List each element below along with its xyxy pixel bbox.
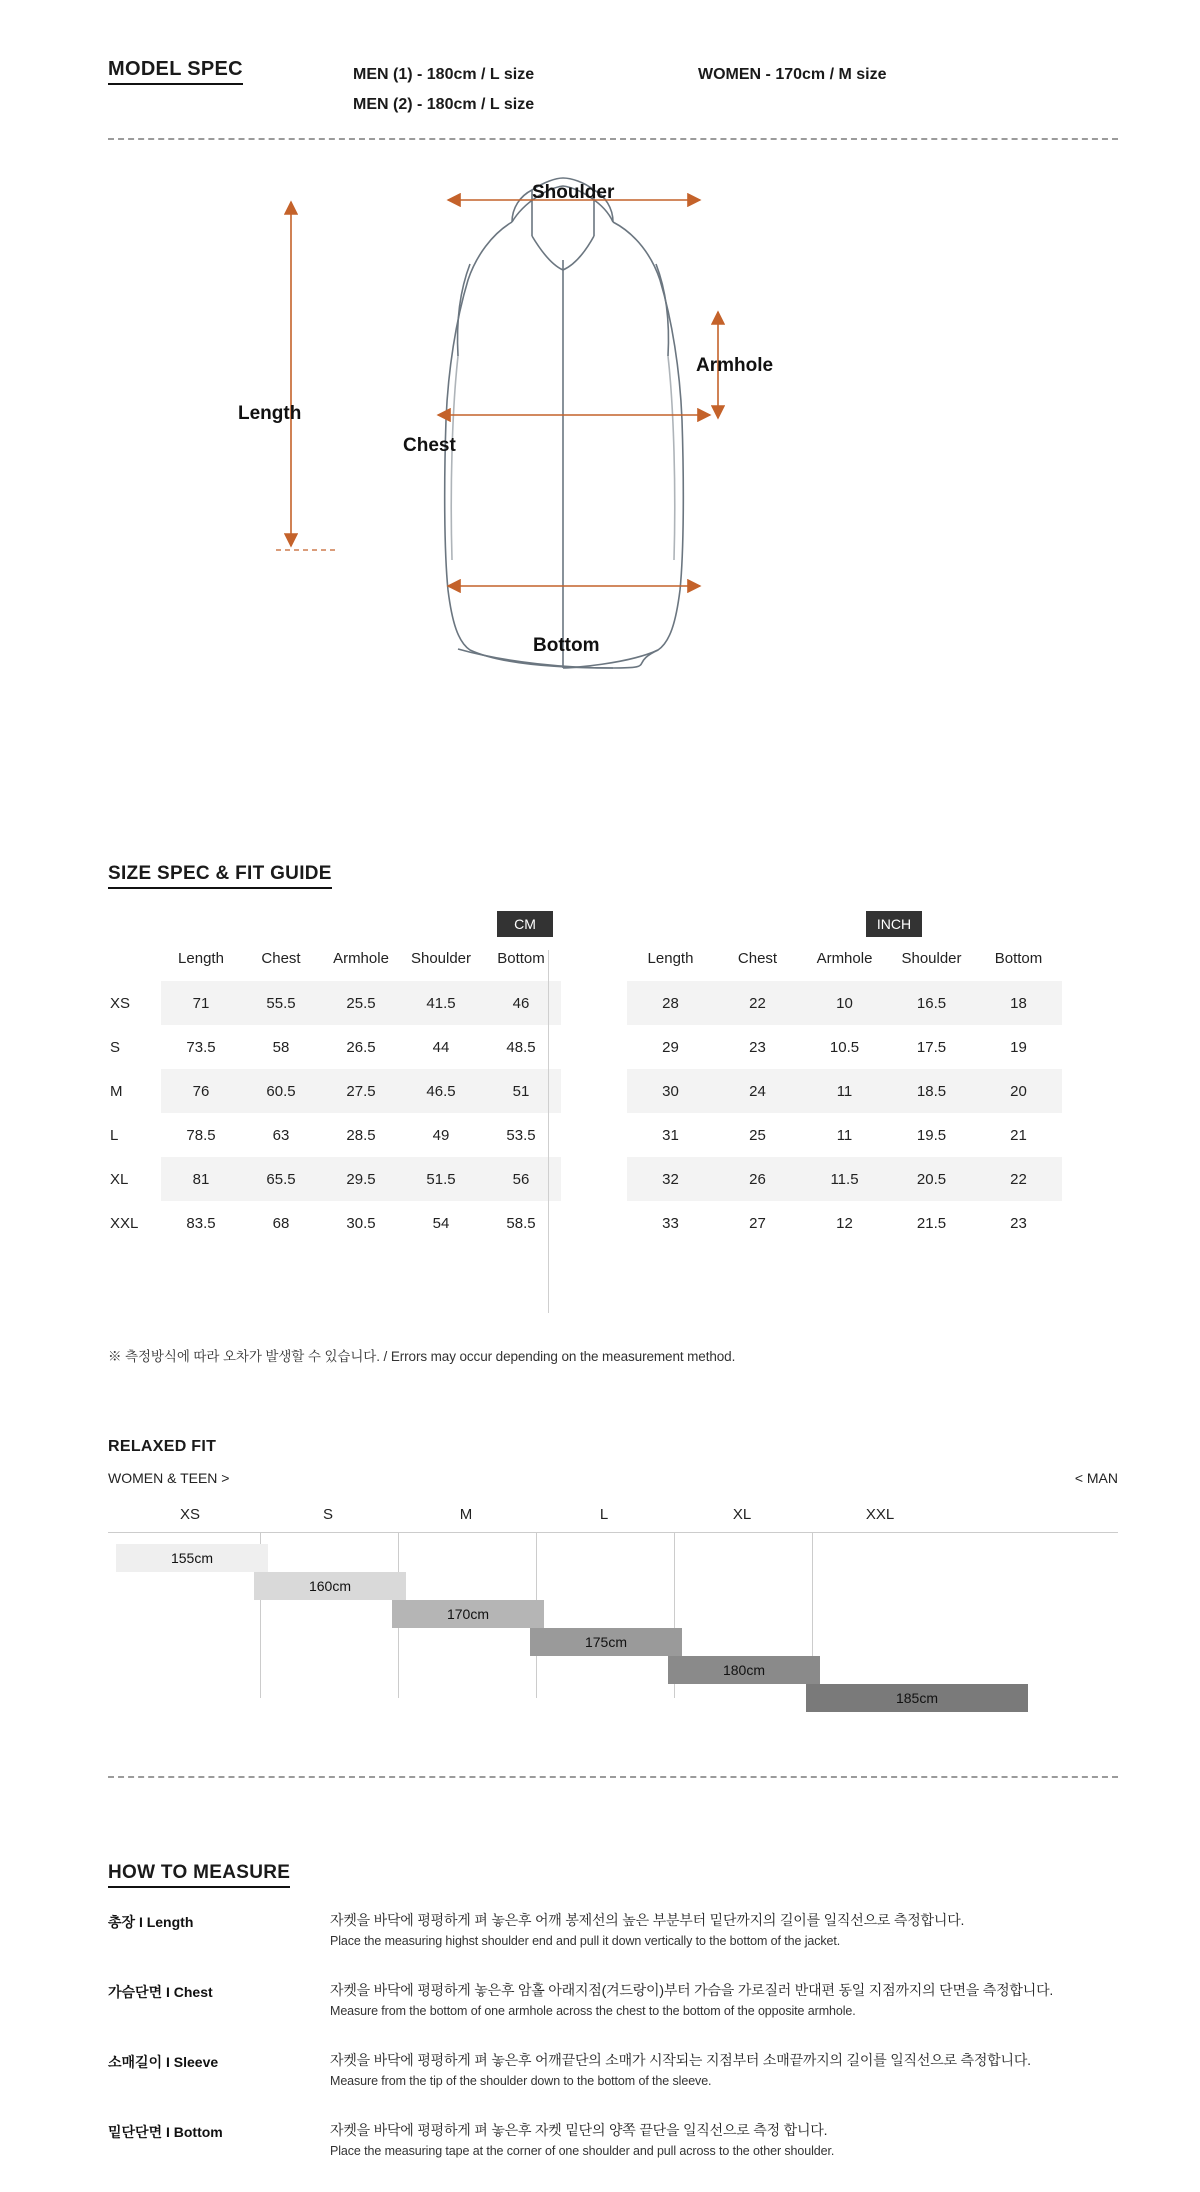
cell-chest: 68 — [272, 1214, 290, 1232]
measure-desc-ko: 자켓을 바닥에 평평하게 펴 놓은후 자켓 밑단의 양쪽 끝단을 일직선으로 측정 합니다. — [330, 2122, 828, 2138]
table-row — [578, 1201, 1062, 1245]
col-header-chest: Chest — [261, 950, 301, 967]
cell-bottom: 19 — [1010, 1038, 1027, 1056]
cell-chest: 22 — [714, 981, 801, 1025]
col-header-bottom: Bottom — [994, 950, 1043, 967]
table-row — [108, 981, 561, 1025]
model-spec-men-2: MEN (2) - 180cm / L size — [353, 96, 535, 113]
garment-diagram-svg — [108, 160, 1118, 720]
how-to-measure-row — [108, 2052, 1118, 2122]
measure-desc-en: Place the measuring tape at the corner of one shoulder and pull across to the other shoulder. — [330, 2144, 835, 2158]
cell-shoulder: 19.5 — [916, 1126, 947, 1144]
col-header-size — [578, 950, 627, 981]
fit-col-label-m: M — [459, 1506, 473, 1523]
diagram-label-shoulder: Shoulder — [532, 182, 615, 203]
col-header-bottom: Bottom — [497, 950, 545, 967]
row-size-label — [578, 1157, 627, 1201]
table-row — [108, 1113, 561, 1157]
table-header-row — [578, 950, 1062, 981]
fit-bar-175cm: 175cm — [530, 1628, 682, 1656]
cell-chest: 60.5 — [241, 1069, 321, 1113]
fit-guide-title: RELAXED FIT — [108, 1438, 217, 1455]
cell-armhole: 29.5 — [321, 1157, 401, 1201]
size-table-cm — [108, 950, 561, 1245]
cell-shoulder: 46.5 — [401, 1069, 481, 1113]
cell-armhole: 10.5 — [829, 1038, 860, 1056]
col-header-length: Length — [647, 950, 694, 967]
fit-bar-185cm: 185cm — [806, 1684, 1028, 1712]
fit-bar-170cm: 170cm — [392, 1600, 544, 1628]
model-spec-women-1: WOMEN - 170cm / M size — [698, 66, 887, 83]
cell-bottom: 21 — [1010, 1126, 1027, 1144]
measure-term: 밑단단면 I Bottom — [108, 2124, 223, 2140]
cell-length: 73.5 — [186, 1038, 216, 1056]
measure-desc-ko: 자켓을 바닥에 평평하게 펴 놓은후 어깨 봉제선의 높은 부분부터 밑단까지의 길이를 일직선으로 측정합니다. — [330, 1912, 965, 1928]
row-size-label — [578, 1069, 627, 1113]
fit-guide-right-label: < MAN — [1074, 1470, 1118, 1486]
measure-desc-en: Measure from the bottom of one armhole across the chest to the bottom of the opposite armhole. — [330, 2004, 856, 2018]
row-size-label: XXL — [110, 1214, 139, 1232]
cell-armhole: 11.5 — [801, 1157, 888, 1201]
cell-armhole: 11 — [801, 1069, 888, 1113]
cell-bottom: 18 — [975, 981, 1062, 1025]
fit-col-label-s: S — [322, 1506, 333, 1523]
col-header-shoulder: Shoulder — [901, 950, 962, 967]
divider-bottom — [108, 1776, 1118, 1778]
divider-top — [108, 138, 1118, 140]
fit-col-label-l: L — [599, 1506, 609, 1523]
col-header-size — [108, 950, 161, 981]
table-row — [578, 1157, 1062, 1201]
cell-shoulder: 51.5 — [401, 1157, 481, 1201]
cell-chest: 63 — [272, 1126, 290, 1144]
row-size-label — [578, 1113, 627, 1157]
model-spec-men — [353, 60, 534, 120]
cell-armhole: 30.5 — [346, 1214, 376, 1232]
cell-bottom: 51 — [481, 1069, 561, 1113]
unit-badge-inch: INCH — [866, 911, 922, 937]
cell-shoulder: 54 — [432, 1214, 450, 1232]
col-header-shoulder: Shoulder — [410, 950, 472, 967]
how-to-measure-row — [108, 1982, 1118, 2052]
table-row — [108, 1025, 561, 1069]
cell-shoulder: 18.5 — [888, 1069, 975, 1113]
how-to-measure-row — [108, 2122, 1118, 2192]
fit-bar-155cm: 155cm — [116, 1544, 268, 1572]
row-size-label — [578, 1025, 627, 1069]
fit-col-label-xs: XS — [179, 1506, 200, 1523]
col-header-length: Length — [178, 950, 224, 967]
cell-armhole: 10 — [801, 981, 888, 1025]
cell-armhole: 27.5 — [321, 1069, 401, 1113]
cell-length: 31 — [662, 1126, 679, 1144]
row-size-label — [578, 1201, 627, 1245]
row-size-label — [578, 981, 627, 1025]
diagram-label-armhole: Armhole — [696, 355, 774, 376]
col-header-armhole: Armhole — [816, 950, 873, 967]
cell-bottom: 22 — [975, 1157, 1062, 1201]
cell-length: 29 — [662, 1038, 679, 1056]
table-row — [108, 1069, 561, 1113]
cell-bottom: 46 — [481, 981, 561, 1025]
model-spec-men-1: MEN (1) - 180cm / L size — [353, 66, 535, 83]
cell-bottom: 23 — [1010, 1214, 1027, 1232]
cell-chest: 55.5 — [241, 981, 321, 1025]
cell-length: 33 — [662, 1214, 679, 1232]
content-wrapper — [108, 0, 1118, 2185]
table-row — [578, 1025, 1062, 1069]
diagram-label-bottom: Bottom — [533, 635, 600, 656]
model-spec-women — [698, 60, 887, 90]
how-to-measure-row — [108, 1912, 1118, 1982]
cell-shoulder: 44 — [432, 1038, 450, 1056]
cell-length: 76 — [161, 1069, 241, 1113]
fit-col-label-xxl: XXL — [865, 1506, 895, 1523]
size-spec-title: SIZE SPEC & FIT GUIDE — [108, 863, 332, 889]
cell-chest: 26 — [714, 1157, 801, 1201]
row-size-label: M — [110, 1082, 123, 1100]
fit-bar-160cm: 160cm — [254, 1572, 406, 1600]
cell-length: 81 — [161, 1157, 241, 1201]
cell-chest: 23 — [749, 1038, 766, 1056]
table-row — [108, 1157, 561, 1201]
measure-desc-en: Measure from the tip of the shoulder down to the bottom of the sleeve. — [330, 2074, 712, 2088]
cell-length: 78.5 — [186, 1126, 216, 1144]
garment-diagram — [108, 160, 1118, 840]
cell-chest: 25 — [749, 1126, 766, 1144]
cell-length: 83.5 — [186, 1214, 216, 1232]
measure-desc-en: Place the measuring highst shoulder end and pull it down vertically to the bottom of the jacket. — [330, 1934, 841, 1948]
cell-armhole: 26.5 — [346, 1038, 376, 1056]
row-size-label: XS — [110, 994, 131, 1012]
how-to-measure-list — [108, 1912, 1118, 2192]
cell-bottom: 20 — [975, 1069, 1062, 1113]
measure-term: 소매길이 I Sleeve — [108, 2054, 219, 2070]
cell-shoulder: 21.5 — [916, 1214, 947, 1232]
fit-guide-chart — [108, 1500, 1118, 1740]
cell-shoulder: 49 — [432, 1126, 450, 1144]
cell-shoulder: 41.5 — [401, 981, 481, 1025]
cell-chest: 27 — [749, 1214, 766, 1232]
fit-guide-left-label: WOMEN & TEEN > — [108, 1470, 230, 1486]
unit-badge-cm: CM — [497, 911, 553, 937]
cell-bottom: 56 — [481, 1157, 561, 1201]
col-header-armhole: Armhole — [333, 950, 389, 967]
fit-bar-180cm: 180cm — [668, 1656, 820, 1684]
cell-armhole: 12 — [836, 1214, 853, 1232]
measure-term: 총장 I Length — [108, 1914, 194, 1930]
cell-bottom: 48.5 — [506, 1038, 536, 1056]
diagram-label-length: Length — [238, 403, 302, 424]
row-size-label: XL — [110, 1170, 129, 1188]
measure-desc-ko: 자켓을 바닥에 평평하게 놓은후 암홀 아래지점(겨드랑이)부터 가슴을 가로질러 반대편 동일 지점까지의 단면을 측정합니다. — [330, 1982, 1054, 1998]
cell-shoulder: 17.5 — [916, 1038, 947, 1056]
cell-length: 71 — [161, 981, 241, 1025]
table-divider — [548, 950, 549, 1313]
cell-shoulder: 20.5 — [888, 1157, 975, 1201]
col-header-chest: Chest — [737, 950, 778, 967]
how-to-measure-title: HOW TO MEASURE — [108, 1862, 290, 1888]
cell-chest: 58 — [272, 1038, 290, 1056]
table-row — [108, 1201, 561, 1245]
measurement-note: ※ 측정방식에 따라 오차가 발생할 수 있습니다. / Errors may occur depending on the measurement method. — [108, 1349, 736, 1364]
measure-term: 가슴단면 I Chest — [108, 1984, 213, 2000]
cell-armhole: 11 — [836, 1126, 853, 1144]
cell-bottom: 53.5 — [506, 1126, 536, 1144]
table-row — [578, 981, 1062, 1025]
cell-length: 28 — [627, 981, 714, 1025]
table-row — [578, 1069, 1062, 1113]
cell-length: 30 — [627, 1069, 714, 1113]
model-spec-title: MODEL SPEC — [108, 58, 243, 85]
fit-col-label-xl: XL — [732, 1506, 752, 1523]
row-size-label: S — [110, 1038, 121, 1056]
cell-length: 32 — [627, 1157, 714, 1201]
diagram-label-chest: Chest — [403, 435, 456, 456]
row-size-label: L — [110, 1126, 119, 1144]
table-header-row — [108, 950, 561, 981]
cell-armhole: 25.5 — [321, 981, 401, 1025]
size-table-inch — [578, 950, 1062, 1245]
cell-chest: 65.5 — [241, 1157, 321, 1201]
measure-desc-ko: 자켓을 바닥에 평평하게 펴 놓은후 어깨끝단의 소매가 시작되는 지점부터 소매끝까지의 길이를 일직선으로 측정합니다. — [330, 2052, 1031, 2068]
cell-armhole: 28.5 — [346, 1126, 376, 1144]
table-row — [578, 1113, 1062, 1157]
cell-shoulder: 16.5 — [888, 981, 975, 1025]
cell-bottom: 58.5 — [506, 1214, 536, 1232]
cell-chest: 24 — [714, 1069, 801, 1113]
